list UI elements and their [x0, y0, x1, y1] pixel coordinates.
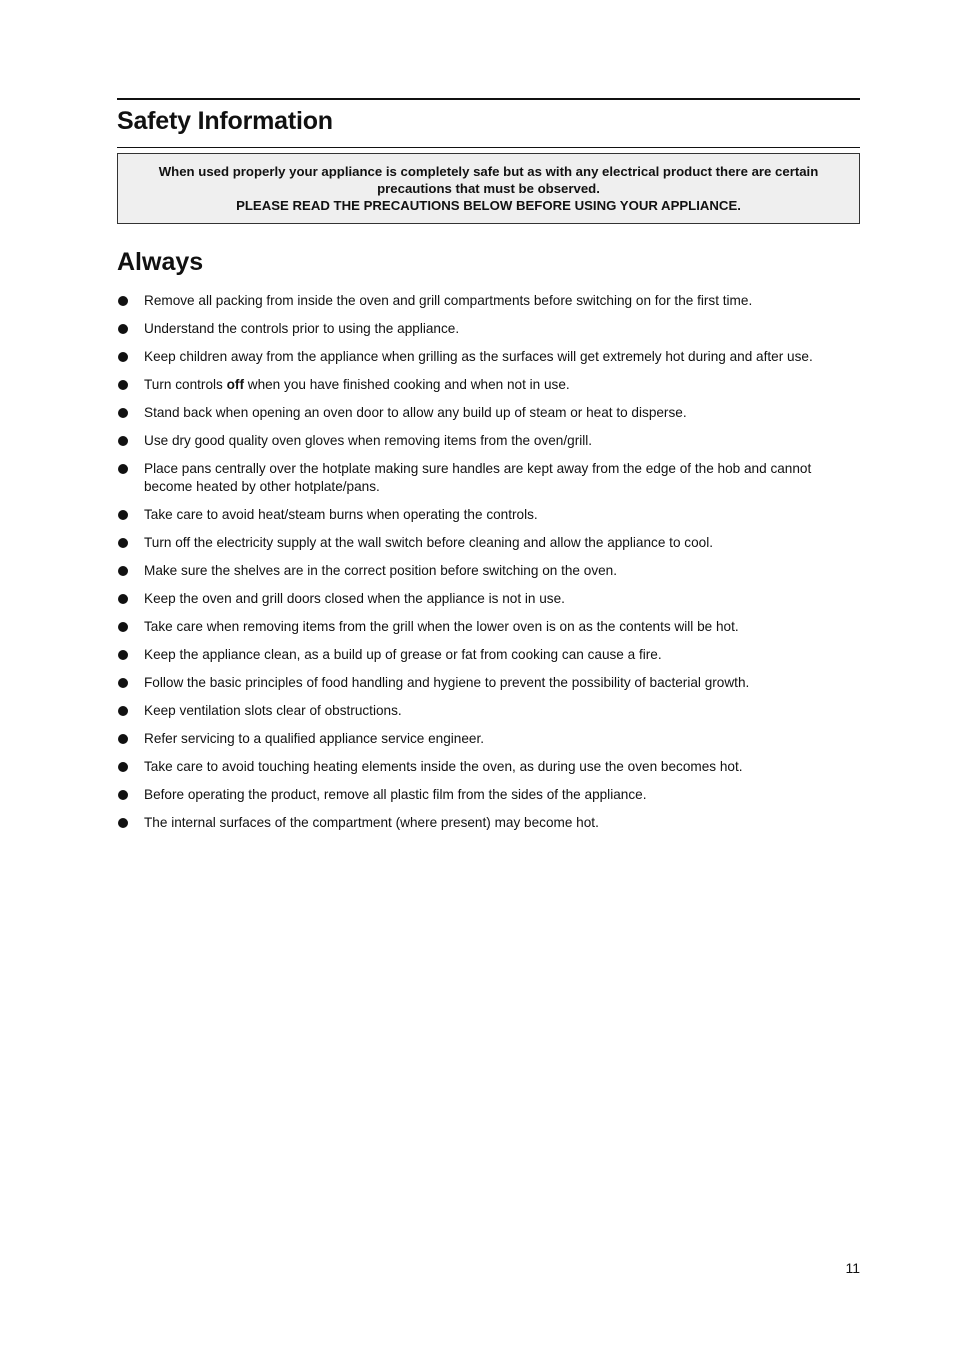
list-item-text-pre: Turn controls [144, 377, 227, 392]
page-number: 11 [845, 1260, 860, 1276]
list-item [117, 646, 860, 664]
list-item-text: Remove all packing from inside the oven and grill compartments before switching on for the first time. [144, 293, 753, 308]
bullet-icon [118, 296, 128, 306]
list-item-text: Keep the oven and grill doors closed when the appliance is not in use. [144, 591, 565, 606]
list-item [117, 320, 860, 338]
page-title: Safety Information [117, 107, 333, 135]
list-item [117, 460, 860, 496]
bullet-icon [118, 464, 128, 474]
list-item-text: Understand the controls prior to using the appliance. [144, 321, 460, 336]
precautions-list [117, 292, 860, 832]
list-item [117, 702, 860, 720]
list-item-text: Stand back when opening an oven door to allow any build up of steam or heat to disperse. [144, 405, 687, 420]
bullet-icon [118, 352, 128, 362]
bullet-icon [118, 734, 128, 744]
list-item [117, 618, 860, 636]
title-rule [117, 147, 860, 148]
list-item-text: Take care when removing items from the grill when the lower oven is on as the contents will be hot. [144, 619, 739, 634]
bullet-icon [118, 436, 128, 446]
bullet-icon [118, 762, 128, 772]
bullet-icon [118, 510, 128, 520]
bullet-icon [118, 790, 128, 800]
list-item-text: Turn off the electricity supply at the wall switch before cleaning and allow the appliance to cool. [144, 535, 713, 550]
list-item [117, 292, 860, 310]
bullet-icon [118, 706, 128, 716]
list-item-text-post: when you have finished cooking and when not in use. [243, 377, 570, 392]
list-item [117, 590, 860, 608]
bullet-icon [118, 324, 128, 334]
list-item [117, 348, 860, 366]
section-title-always: Always [117, 248, 204, 276]
list-item [117, 674, 860, 692]
list-item-text: Refer servicing to a qualified appliance service engineer. [144, 731, 485, 746]
list-item [117, 432, 860, 450]
list-item-text: The internal surfaces of the compartment (where present) may become hot. [144, 815, 599, 830]
list-item-text: Take care to avoid heat/steam burns when operating the controls. [144, 507, 538, 522]
list-item-text: Keep the appliance clean, as a build up of grease or fat from cooking can cause a fire. [144, 647, 662, 662]
list-item-text: Take care to avoid touching heating elements inside the oven, as during use the oven becomes hot. [144, 759, 743, 774]
list-item [117, 534, 860, 552]
list-item-text: Before operating the product, remove all plastic film from the sides of the appliance. [144, 787, 647, 802]
bullet-icon [118, 818, 128, 828]
list-item [117, 506, 860, 524]
bullet-icon [118, 650, 128, 660]
list-item-text-bold: off [226, 377, 244, 392]
list-item [117, 376, 860, 394]
list-item-text: Follow the basic principles of food handling and hygiene to prevent the possibility of bacterial growth. [144, 675, 750, 690]
bullet-icon [118, 594, 128, 604]
list-item [117, 786, 860, 804]
list-item [117, 562, 860, 580]
bullet-icon [118, 678, 128, 688]
page-content [117, 98, 860, 842]
bullet-icon [118, 622, 128, 632]
top-rule [117, 98, 860, 100]
list-item-text: Keep children away from the appliance when grilling as the surfaces will get extremely hot during and after use. [144, 349, 813, 364]
list-item-text [144, 376, 860, 394]
bullet-icon [118, 538, 128, 548]
safety-notice-box [117, 153, 860, 224]
bullet-icon [118, 566, 128, 576]
notice-text: When used properly your appliance is completely safe but as with any electrical product there are certain precautions that must be observed. [158, 164, 819, 196]
list-item-text: Keep ventilation slots clear of obstructions. [144, 703, 402, 718]
list-item-text: Use dry good quality oven gloves when removing items from the oven/grill. [144, 433, 593, 448]
list-item-text: Make sure the shelves are in the correct position before switching on the oven. [144, 563, 618, 578]
list-item [117, 404, 860, 422]
list-item [117, 758, 860, 776]
list-item [117, 814, 860, 832]
list-item [117, 730, 860, 748]
list-item-text: Place pans centrally over the hotplate making sure handles are kept away from the edge of the hob and cannot become heated by other hotplate/pans. [144, 461, 812, 494]
bullet-icon [118, 408, 128, 418]
bullet-icon [118, 380, 128, 390]
notice-warning: PLEASE READ THE PRECAUTIONS BELOW BEFORE USING YOUR APPLIANCE. [236, 198, 741, 213]
